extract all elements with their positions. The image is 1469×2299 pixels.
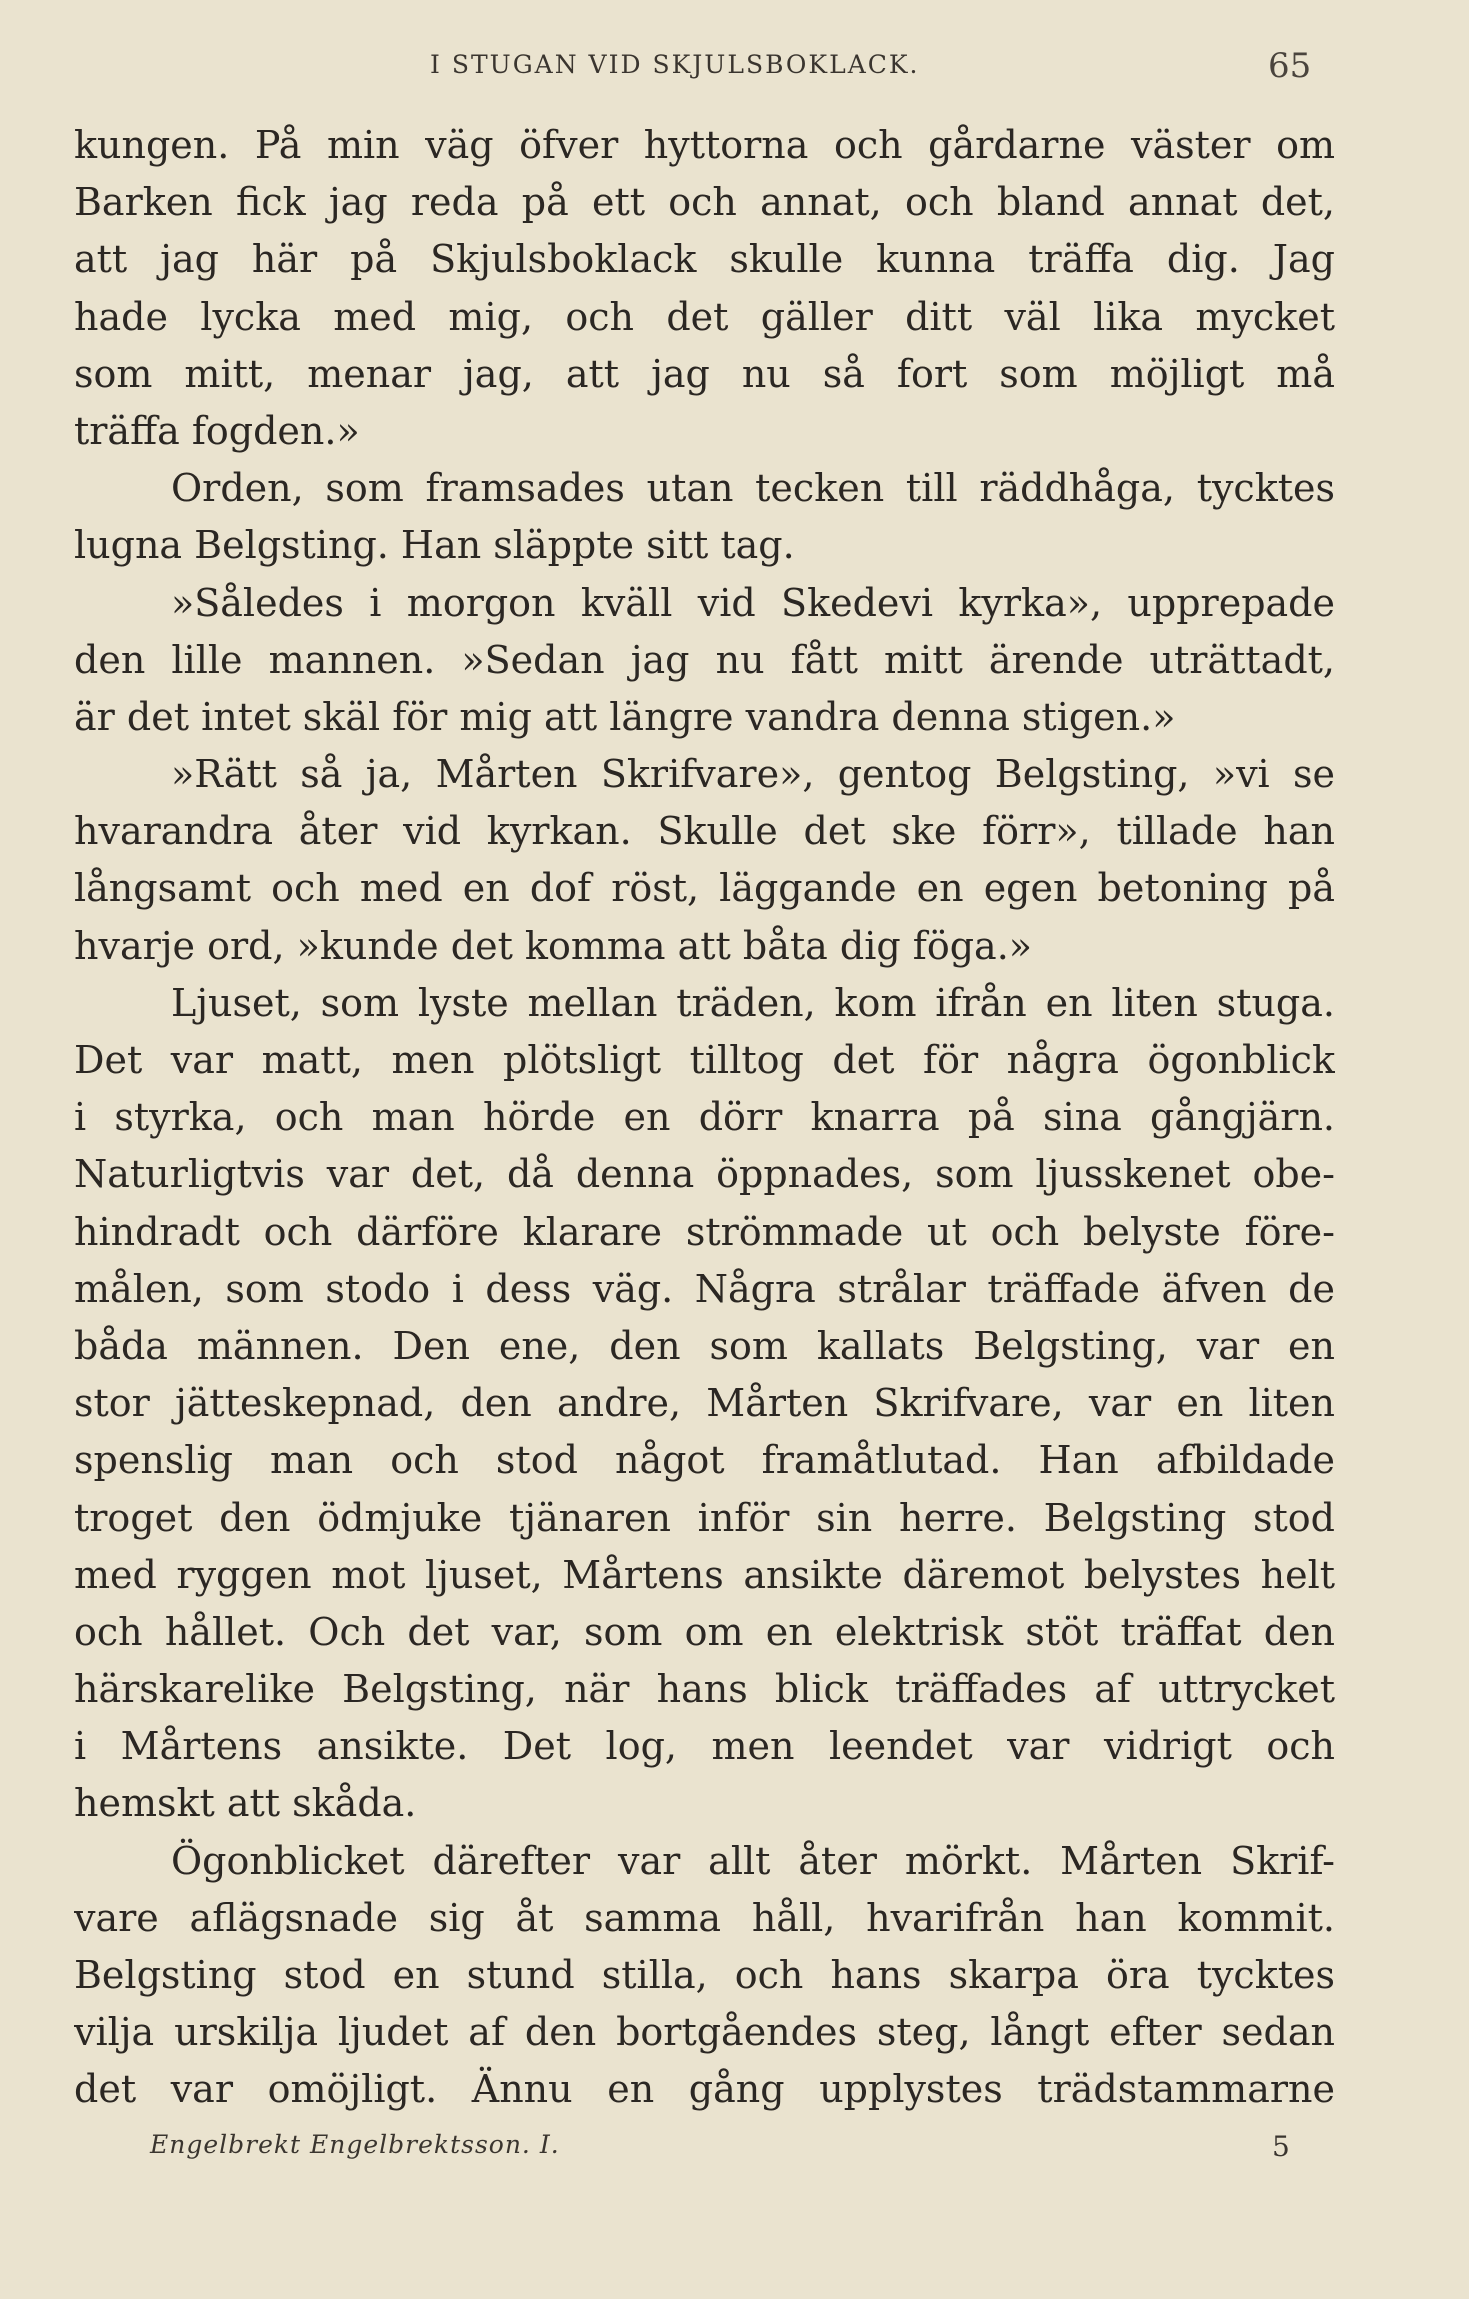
text-line: Belgsting stod en stund stilla, och hans skarpa öra tycktes bbox=[74, 1953, 1335, 1997]
text-line: hvarandra åter vid kyrkan. Skulle det ske förr», tillade han bbox=[74, 809, 1335, 854]
text-line: och hållet. Och det var, som om en elektrisk stöt träffat den bbox=[74, 1609, 1335, 1654]
text-line: det var omöjligt. Ännu en gång upplystes trädstammarne bbox=[74, 2067, 1335, 2112]
text-line: med ryggen mot ljuset, Mårtens ansikte däremot belystes helt bbox=[74, 1552, 1335, 1597]
text-line: i styrka, och man hörde en dörr knarra på sina gångjärn. bbox=[74, 1095, 1335, 1140]
text-line: spenslig man och stod något framåtlutad. Han afbildade bbox=[74, 1438, 1335, 1483]
text-line: »Således i morgon kväll vid Skedevi kyrka», upprepade bbox=[171, 580, 1335, 625]
text-line: Orden, som framsades utan tecken till räddhåga, tycktes bbox=[171, 466, 1335, 511]
page-number: 65 bbox=[1268, 46, 1312, 86]
signature-mark: Engelbrekt Engelbrektsson. I. bbox=[150, 2130, 560, 2159]
text-line: Ögonblicket därefter var allt åter mörkt. Mårten Skrif- bbox=[171, 1838, 1335, 1883]
text-line: hade lycka med mig, och det gäller ditt väl lika mycket bbox=[74, 294, 1335, 339]
text-line: båda männen. Den ene, den som kallats Belgsting, var en bbox=[74, 1323, 1335, 1368]
text-line: långsamt och med en dof röst, läggande en egen betoning på bbox=[74, 866, 1335, 911]
text-line: lugna Belgsting. Han släppte sitt tag. bbox=[74, 523, 795, 568]
text-line: härskarelike Belgsting, när hans blick träffades af uttrycket bbox=[74, 1667, 1335, 1712]
text-line: hemskt att skåda. bbox=[74, 1781, 417, 1826]
text-line: i Mårtens ansikte. Det log, men leendet var vidrigt och bbox=[74, 1724, 1335, 1769]
text-line: målen, som stodo i dess väg. Några strålar träffade äfven de bbox=[74, 1266, 1335, 1311]
text-line: troget den ödmjuke tjänaren inför sin herre. Belgsting stod bbox=[74, 1495, 1335, 1540]
text-line: hindradt och därföre klarare strömmade ut och belyste före- bbox=[74, 1209, 1335, 1254]
text-line: att jag här på Skjulsboklack skulle kunna träffa dig. Jag bbox=[74, 237, 1335, 282]
text-line: Ljuset, som lyste mellan träden, kom ifrån en liten stuga. bbox=[171, 980, 1335, 1025]
text-line: stor jätteskepnad, den andre, Mårten Skrifvare, var en liten bbox=[74, 1381, 1335, 1426]
text-line: vare aflägsnade sig åt samma håll, hvarifrån han kommit. bbox=[74, 1895, 1335, 1940]
signature-line bbox=[150, 2130, 1300, 2170]
text-line: den lille mannen. »Sedan jag nu fått mitt ärende uträttadt, bbox=[74, 637, 1335, 682]
text-line: som mitt, menar jag, att jag nu så fort som möjligt må bbox=[74, 351, 1335, 396]
running-head bbox=[0, 46, 1469, 86]
running-title: I STUGAN VID SKJULSBOKLACK. bbox=[430, 50, 920, 79]
text-line: »Rätt så ja, Mårten Skrifvare», gentog Belgsting, »vi se bbox=[171, 752, 1335, 797]
text-line: vilja urskilja ljudet af den bortgåendes steg, långt efter sedan bbox=[74, 2010, 1335, 2055]
text-line: Det var matt, men plötsligt tilltog det för några ögonblick bbox=[74, 1038, 1335, 1082]
text-line: Naturligtvis var det, då denna öppnades, som ljusskenet obe- bbox=[74, 1152, 1335, 1197]
text-line: Barken fick jag reda på ett och annat, och bland annat det, bbox=[74, 180, 1335, 225]
text-line: kungen. På min väg öfver hyttorna och gårdarne väster om bbox=[74, 123, 1335, 167]
sheet-number: 5 bbox=[1272, 2130, 1290, 2163]
body-text bbox=[74, 117, 1335, 2119]
text-line: träffa fogden.» bbox=[74, 408, 360, 453]
text-line: hvarje ord, »kunde det komma att båta dig föga.» bbox=[74, 923, 1033, 968]
text-line: är det intet skäl för mig att längre vandra denna stigen.» bbox=[74, 694, 1176, 739]
